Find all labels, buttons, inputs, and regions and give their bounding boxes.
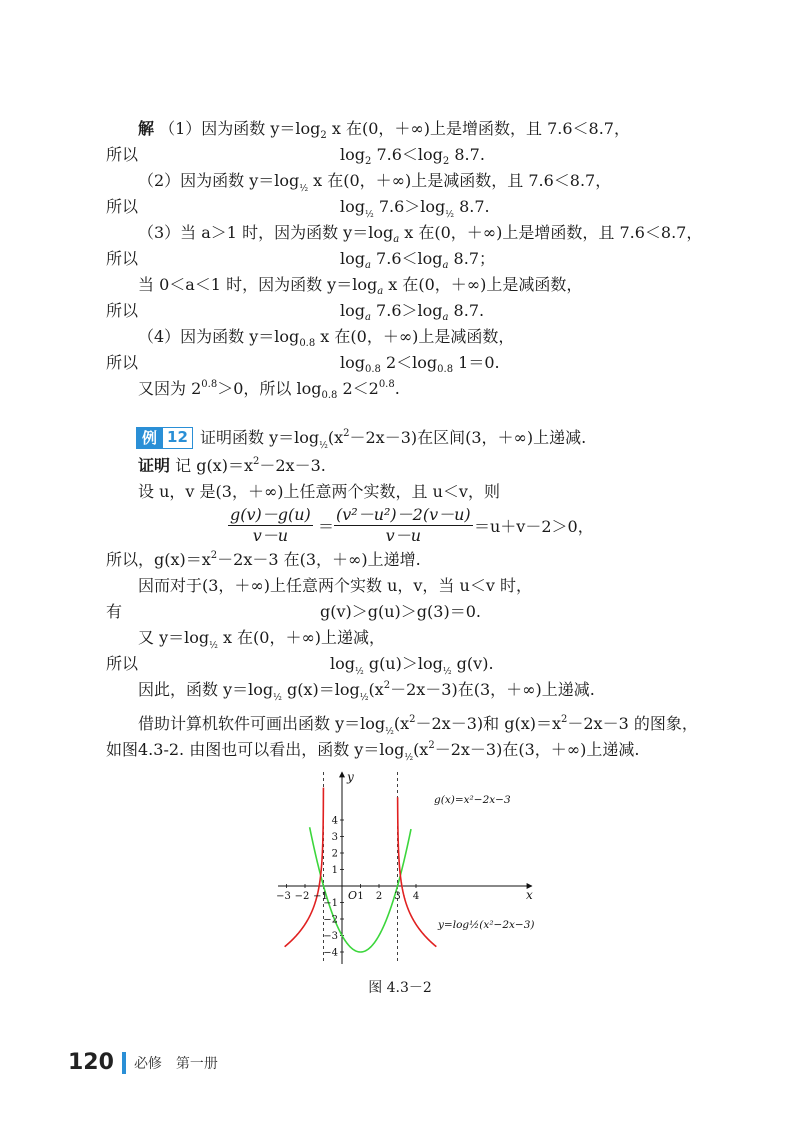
log-curve-right <box>398 797 437 946</box>
solution-line-10: 所以 <box>106 353 139 372</box>
footer-bar <box>122 1052 126 1074</box>
page-footer <box>68 1050 218 1075</box>
after-line-2: 如图4.3-2. 由图也可以看出，函数 $y=\log_{\frac{1}{2}}(x^2-2x-3)$在(3，＋∞)上递减. <box>106 740 640 763</box>
solution-label: 解 <box>138 119 155 138</box>
x-tick-label: 1 <box>357 891 364 902</box>
function-graph <box>270 768 540 968</box>
solution-line-5: （3）当 a＞1 时，因为函数 $y=\log_a$ x 在(0，＋∞)上是增函数，且 7.6＜8.7， <box>138 223 703 245</box>
formula-1: $\log_2 7.6<\log_2$ 8.7. <box>340 145 485 167</box>
x-tick-label: −3 <box>276 891 291 902</box>
x-tick-label: 2 <box>375 891 383 902</box>
fraction-1: $\frac{g(v)-g(u)}{v-u}$ <box>230 505 311 545</box>
y-tick-label: −4 <box>323 947 338 959</box>
x-tick-label: −2 <box>294 891 310 902</box>
page-number: 120 <box>68 1050 114 1075</box>
equals-1: ＝ <box>318 517 335 536</box>
proof-formula-8: $\log_{\frac{1}{2}} g(u)>\log_{\frac{1}{2}}$ g(v). <box>330 654 494 677</box>
y-tick-label: −3 <box>323 931 338 942</box>
y-tick-label: 1 <box>331 865 338 876</box>
y-tick-label: 3 <box>331 832 338 843</box>
solution-line-1: 解 （1）因为函数 $y=\log_2$ x 在(0，＋∞)上是增函数，且 7.6＜8.7， <box>138 119 630 141</box>
solution-line-6: 所以 <box>106 249 139 268</box>
fraction-2: $\frac{\text{(v²－u²)－2(v－u)}}{v-u}$ <box>336 505 471 545</box>
example-statement: 证明函数 $y=\log_{\frac{1}{2}}(x^2-2x-3)$在区间(3，＋∞)上递减. <box>200 428 587 451</box>
example-badge <box>136 427 193 449</box>
solution-line-11: 又因为 $2^{0.8}>0$，所以 $\log_{0.8} 2<2^{0.8}$. <box>138 379 400 401</box>
solution-line-3: （2）因为函数 $y=\log_{\frac{1}{2}}$ x 在(0，＋∞)上是减函数，且 7.6＜8.7， <box>138 171 612 194</box>
x-tick-label: 4 <box>412 891 420 902</box>
formula-5: $\log_{0.8} 2<\log_{0.8}$ 1＝0. <box>340 353 500 375</box>
solution-line-8: 所以 <box>106 301 139 320</box>
formula-3: $\log_a 7.6<\log_a$ 8.7； <box>340 249 496 271</box>
x-tick-label: −1 <box>313 891 328 902</box>
proof-line-1: 证明 记 $g(x)=x^2-2x-3$. <box>138 456 326 475</box>
x-tick-label: 3 <box>394 891 401 902</box>
y-tick-label: −1 <box>323 898 338 909</box>
x-axis-label: x <box>526 888 533 902</box>
proof-line-7: 又 $y=\log_{\frac{1}{2}}$ x 在(0，＋∞)上递减， <box>138 628 386 651</box>
proof-line-8: 所以 <box>106 654 139 673</box>
solution-line-7: 当 0＜a＜1 时，因为函数 $y=\log_a$ x 在(0，＋∞)上是减函数， <box>138 275 583 297</box>
proof-formula-6: g(v)＞g(u)＞g(3)＝0. <box>320 602 481 621</box>
book-title: 必修 第一册 <box>133 1055 218 1072</box>
proof-label: 证明 <box>138 456 171 475</box>
formula-4: $\log_a 7.6>\log_a$ 8.7. <box>340 301 485 323</box>
solution-line-2: 所以 <box>106 145 139 164</box>
proof-line-9: 因此，函数 $y=\log_{\frac{1}{2}}$ $g(x)=\log_{\frac{1}{2}}(x^2-2x-3)$在(3，＋∞)上递减. <box>138 680 595 703</box>
origin-label: O <box>348 889 358 902</box>
example-number: 12 <box>163 427 193 449</box>
equals-2: ＝u＋v－2＞0， <box>474 517 594 536</box>
proof-line-2: 设 u，v 是(3，＋∞)上任意两个实数，且 u＜v，则 <box>138 482 500 501</box>
figure-caption: 图 4.3－2 <box>368 980 432 996</box>
proof-line-6: 有 <box>106 602 123 621</box>
solution-line-9: （4）因为函数 $y=\log_{0.8}$ x 在(0，＋∞)上是减函数， <box>138 327 515 349</box>
after-line-1: 借助计算机软件可画出函数 $y=\log_{\frac{1}{2}}(x^2-2x-3)$和 $g(x)=x^2-2x-3$ 的图象， <box>138 714 698 737</box>
y-tick-label: 4 <box>331 815 338 827</box>
y-tick-label: −2 <box>323 914 338 926</box>
solution-line-4: 所以 <box>106 197 139 216</box>
y-tick-label: 2 <box>331 848 338 860</box>
formula-2: $\log_{\frac{1}{2}} 7.6>\log_{\frac{1}{2}}$ 8.7. <box>340 197 490 220</box>
y-axis-label: y <box>347 770 354 784</box>
example-tag: 例 <box>136 427 163 449</box>
proof-line-5: 因而对于(3，＋∞)上任意两个实数 u，v，当 u＜v 时， <box>138 576 532 595</box>
proof-line-4: 所以，$g(x)=x^2-2x-3$ 在(3，＋∞)上递增. <box>106 550 421 569</box>
label-g: g(x)=x²−2x−3 <box>434 794 511 806</box>
log-curve-left <box>285 788 324 947</box>
label-log: y=log½(x²−2x−3) <box>438 919 535 931</box>
